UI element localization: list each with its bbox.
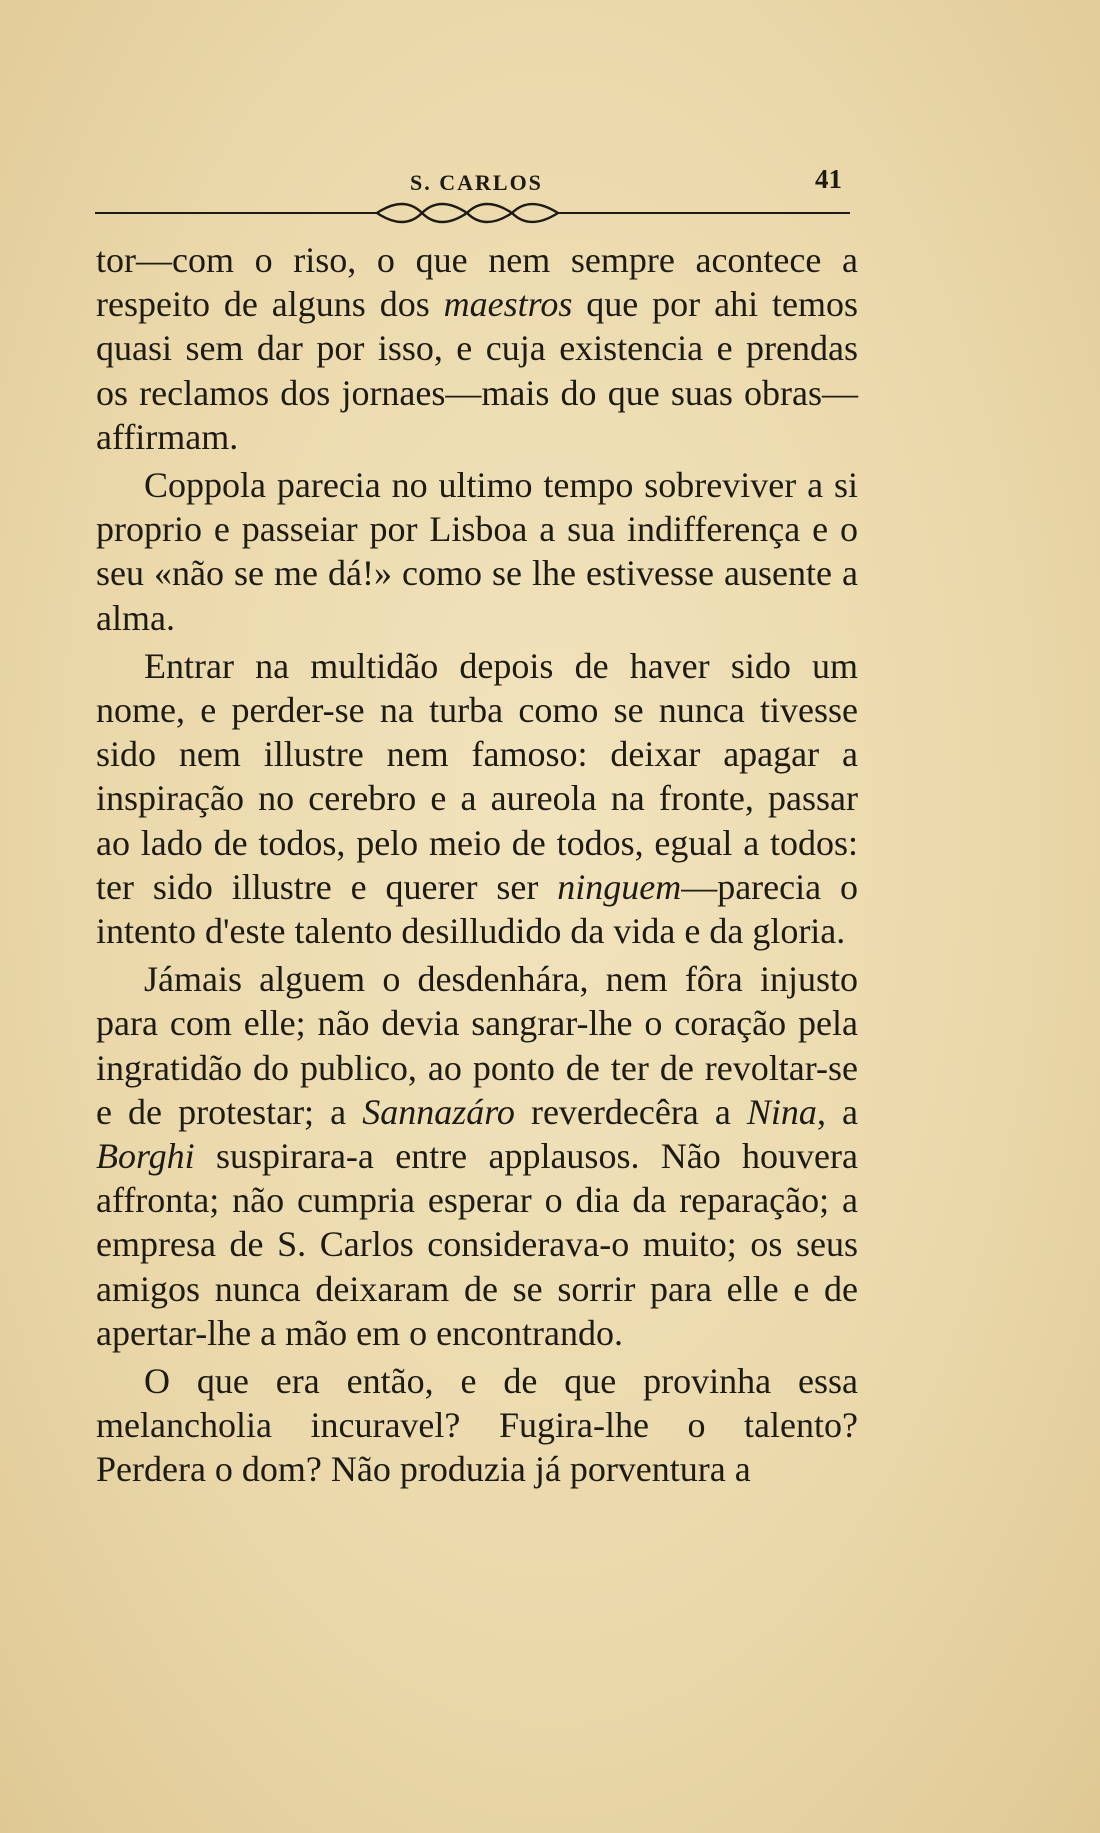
running-head: S. CARLOS [410,170,543,195]
text-run: Jámais alguem o desdenhára, nem fôra injusto para com elle; não devia sangrar-lhe o coração pela ingratidão do publico, ao ponto de ter de revoltar-se e de protestar; a [96,959,858,1132]
italic-text: Borghi [96,1136,195,1177]
italic-text: maestros [443,284,573,325]
italic-text: Nina [746,1091,817,1132]
text-run: reverdecêra a [514,1091,747,1132]
text-run: , a [816,1091,858,1132]
text-run: tor—com o riso, o que nem sempre acontece a respeito de alguns dos [96,240,858,325]
italic-text: ninguem [557,866,682,907]
ornamental-rule [95,201,850,225]
text-run: —parecia o intento d'este talento desilludido da vida e da gloria. [96,866,859,952]
italic-text: Sannazáro [362,1091,515,1132]
paragraph-3 [96,644,858,953]
text-run: Coppola parecia no ultimo tempo sobreviver a si proprio e passeiar por Lisboa a sua indifferença e o seu «não se me dá!» como se lhe estivesse ausente a alma. [96,465,858,638]
text-run: Entrar na multidão depois de haver sido um nome, e perder-se na turba como se nunca tivesse sido nem illustre nem famoso: deixar apagar a inspiração no cerebro e a aureola na fronte, passar ao lado de todos, pelo meio de todos, egual a todos: ter sido illustre e querer ser [96,645,858,907]
text-run: O que era então, e de que provinha essa melancholia incuravel? Fugira-lhe o talento? Perdera o dom? Não produzia já porventura a [96,1361,858,1490]
text-run: que por ahi temos quasi sem dar por isso, e cuja existencia e prendas os reclamos dos jornaes—mais do que suas obras—affirmam. [96,284,858,457]
paragraph-4 [96,957,858,1355]
body-text [96,238,858,1492]
paragraph-1 [96,238,858,459]
paragraph-5 [96,1359,858,1492]
paragraph-2 [96,463,858,640]
text-run: suspirara-a entre applausos. Não houvera affronta; não cumpria esperar o dia da reparação; a empresa de S. Carlos considerava-o muito; os seus amigos nunca deixaram de se sorrir para elle e de apertar-lhe a mão em o encontrando. [96,1136,858,1353]
page-number: 41 [815,164,842,194]
